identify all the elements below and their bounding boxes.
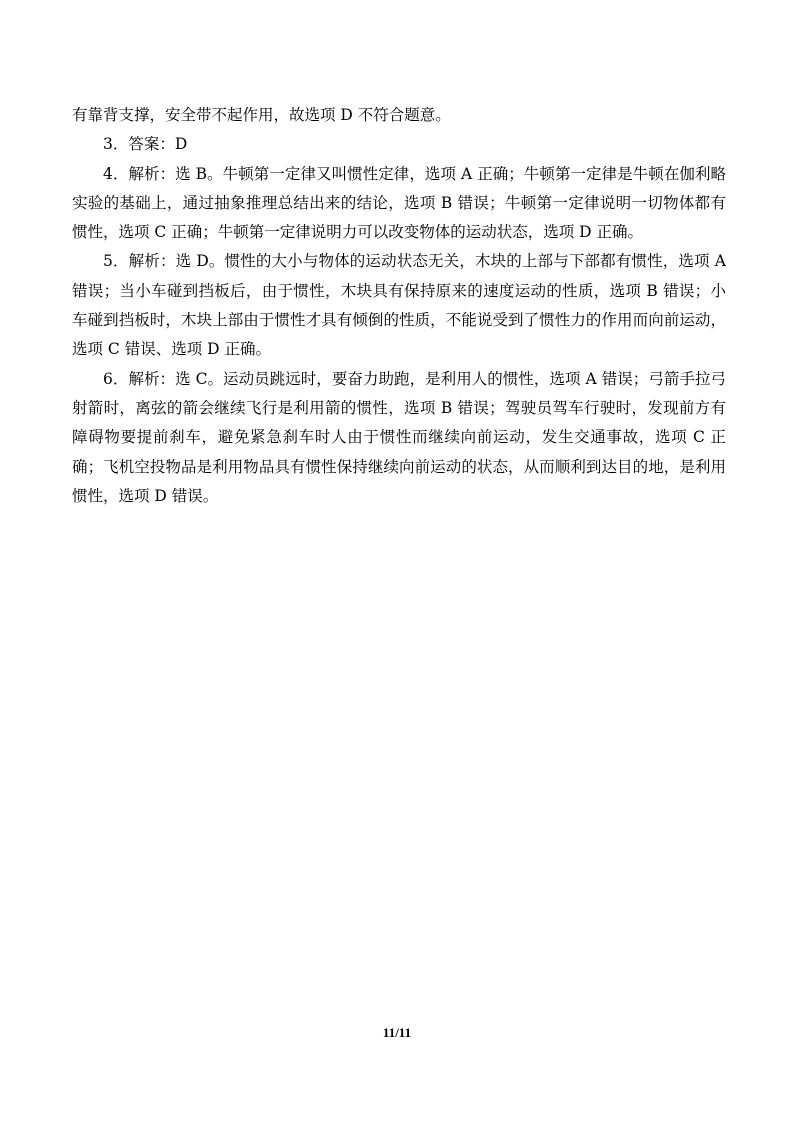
answer-paragraph-continued: 有靠背支撑，安全带不起作用，故选项 D 不符合题意。: [72, 106, 451, 124]
answer-paragraph-6: 6．解析：选 C。运动员跳远时，要奋力助跑，是利用人的惯性，选项 A 错误；弓箭手拉弓射箭时，离弦的箭会继续飞行是利用箭的惯性，选项 B 错误；驾驶员驾车行驶时，发现前方有障碍物要提前刹车，避免紧急刹车时人由于惯性而继续向前运动，发生交通事故，选项 C 正确；飞机空投物品是利用物品具有惯性保持继续向前运动的状态，从而顺利到达目的地，是利用惯性，选项 D 错误。: [72, 369, 726, 505]
page-number: 11/11: [382, 1025, 412, 1040]
document-body: [72, 101, 726, 511]
answer-paragraph-3: 3．答案：D: [103, 135, 188, 154]
answer-paragraph-5: 5．解析：选 D。惯性的大小与物体的运动状态无关，木块的上部与下部都有惯性，选项 A 错误；当小车碰到挡板后，由于惯性，木块具有保持原来的速度运动的性质，选项 B 错误；小车碰到挡板时，木块上部由于惯性才具有倾倒的性质，不能说受到了惯性力的作用而向前运动，选项 C 错误、选项 D 正确。: [72, 252, 726, 359]
answer-paragraph-4: 4．解析：选 B。牛顿第一定律又叫惯性定律，选项 A 正确；牛顿第一定律是牛顿在伽利略实验的基础上，通过抽象推理总结出来的结论，选项 B 错误；牛顿第一定律说明一切物体都有惯性，选项 C 正确；牛顿第一定律说明力可以改变物体的运动状态，选项 D 正确。: [72, 164, 726, 242]
